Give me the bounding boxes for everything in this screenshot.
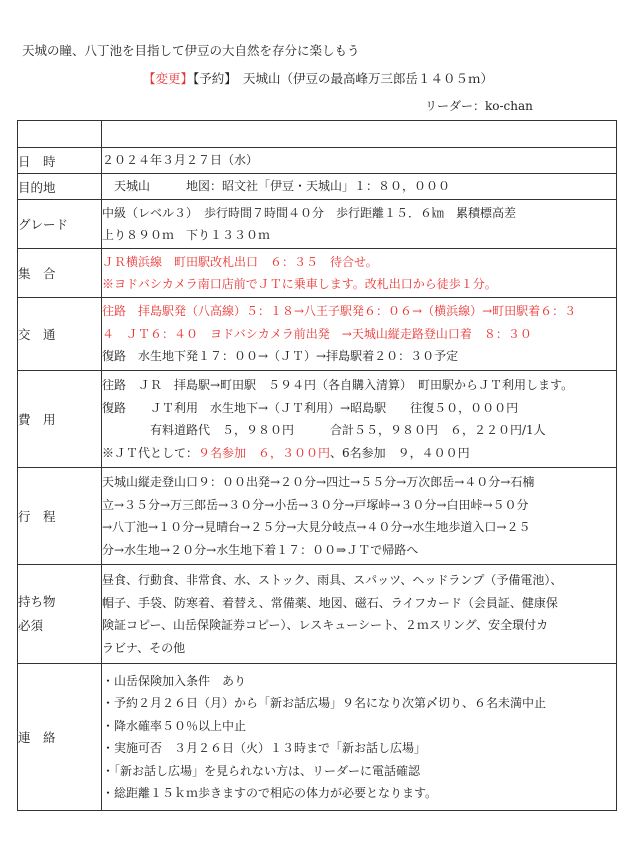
items-label-required: 必須	[18, 618, 44, 633]
grade-value-cell	[102, 200, 617, 249]
date-value: ２０２４年３月２７日（水）	[102, 153, 259, 168]
meeting-line: ※ヨドバシカメラ南口店前でＪＴに乗車します。改札出口から徒歩１分。	[102, 277, 497, 291]
items-label: 持ち物	[18, 594, 56, 609]
row-grade	[18, 200, 617, 249]
plan-table	[17, 120, 617, 811]
items-line: 帽子、手袋、防寒着、着替え、常備薬、地図、磁石、ライフカード（会員証、健康保	[102, 595, 558, 610]
destination-value: 天城山 地図：昭文社「伊豆・天城山」１：８０，０００	[102, 179, 451, 194]
date-value-cell	[102, 148, 617, 174]
itinerary-value-cell	[102, 468, 617, 565]
itinerary-line: 分→水生地→２０分→水生地下着１７：００⇒ＪＴで帰路へ	[102, 542, 419, 557]
contact-value-cell	[102, 664, 617, 811]
transport-label: 交 通	[18, 298, 102, 371]
cost-line-jt	[102, 442, 616, 465]
row-items	[18, 565, 617, 664]
cost-jt-prefix: ※ＪＴ代として：	[102, 445, 199, 460]
page-title	[143, 69, 493, 87]
itinerary-label: 行 程	[18, 468, 102, 565]
leader-name: リーダー：ko-chan	[425, 99, 533, 113]
transport-line-return: 復路 水生地下発１７：００→（ＪＴ）→拝島駅着２０：３０予定	[102, 349, 459, 364]
row-transport	[18, 298, 617, 371]
blank-value-cell	[102, 121, 617, 148]
row-destination	[18, 174, 617, 200]
cost-label: 費 用	[18, 371, 102, 468]
row-contact	[18, 664, 617, 811]
row-cost	[18, 371, 617, 468]
cost-line: 有料道路代 ５，９８０円 合計５５，９８０円 ６，２２０円/1人	[102, 423, 546, 437]
grade-line: 上り８９０ｍ 下り１３３０ｍ	[102, 228, 271, 242]
transport-line-outbound: ４ ＪＴ６：４０ ヨドバシカメラ前出発 →天城山縦走路登山口着 ８：３０	[102, 326, 532, 341]
change-tag: 【変更】	[143, 71, 194, 86]
cost-jt-suffix: 、6名参加 ９，４００円	[330, 445, 470, 460]
grade-line: 中級（レベル３） 歩行時間７時間４０分 歩行距離１５．６㎞ 累積標高差	[102, 205, 517, 220]
destination-label: 目的地	[18, 174, 102, 200]
contact-line: ・降水確率５０％以上中止	[102, 718, 247, 733]
meeting-value-cell	[102, 249, 617, 298]
meeting-label: 集 合	[18, 249, 102, 298]
grade-label: グレード	[18, 200, 102, 249]
items-value-cell	[102, 565, 617, 664]
items-line: 昼食、行動食、非常食、水、ストック、雨具、スパッツ、ヘッドランプ（予備電池）、	[102, 573, 563, 587]
itinerary-line: →八丁池→１０分→見晴台→２５分→大見分岐点→４０分→水生地歩道入口→２５	[102, 520, 531, 534]
contact-label: 連 絡	[18, 664, 102, 811]
row-meeting	[18, 249, 617, 298]
items-label-cell	[18, 565, 102, 664]
destination-value-cell	[102, 174, 617, 200]
reserve-tag: 【予約】	[193, 71, 231, 86]
items-line: ラビナ、その他	[102, 640, 186, 655]
blank-row	[18, 121, 617, 148]
cost-line: 往路 ＪＲ 拝島駅→町田駅 ５９４円（各自購入清算） 町田駅からＪＴ利用します。	[102, 378, 574, 392]
cost-value-cell	[102, 371, 617, 468]
contact-line: ・予約２月２６日（月）から「新お話広場」９名になり次第〆切り、６名未満中止	[102, 696, 547, 710]
date-label: 日 時	[18, 148, 102, 174]
itinerary-line: 天城山縦走登山口９：００出発→２０分→四辻→５５分→万次郎岳→４０分→石楠	[102, 475, 535, 489]
cost-jt-highlight: ９名参加 ６，３００円	[198, 445, 331, 460]
title-text: 天城山（伊豆の最高峰万三郎岳１４０５ｍ）	[243, 71, 494, 86]
transport-line-outbound: 往路 拝島駅発（八高線）５：１８→八王子駅発６：０６→（横浜線）→町田駅着６：３	[102, 304, 577, 319]
intro-text: 天城の瞳、八丁池を目指して伊豆の大自然を存分に楽しもう	[22, 43, 360, 58]
blank-label-cell	[18, 121, 102, 148]
cost-line: 復路 ＪＴ利用 水生地下→（ＪＴ利用）→昭島駅 往復５０，０００円	[102, 400, 519, 415]
row-itinerary	[18, 468, 617, 565]
itinerary-line: 立→３５分→万三郎岳→３０分→小岳→３０分→戸塚峠→３０分→白田峠→５０分	[102, 497, 529, 512]
contact-line: ・山岳保険加入条件 あり	[102, 673, 247, 688]
items-line: 険証コピー、山岳保険証券コピー）、レスキューシート、２ｍスリング、安全環付カ	[102, 618, 549, 632]
transport-value-cell	[102, 298, 617, 371]
row-date	[18, 148, 617, 174]
meeting-line: ＪＲ横浜線 町田駅改札出口 ６：３５ 待合せ。	[102, 254, 378, 269]
contact-line: ・実施可否 ３月２６日（火）１３時まで「新お話し広場」	[102, 741, 427, 755]
contact-line: ・「新お話し広場」を見られない方は、リーダーに電話確認	[102, 763, 421, 778]
contact-line: ・総距離１５ｋｍ歩きますので相応の体力が必要となります。	[102, 786, 438, 800]
